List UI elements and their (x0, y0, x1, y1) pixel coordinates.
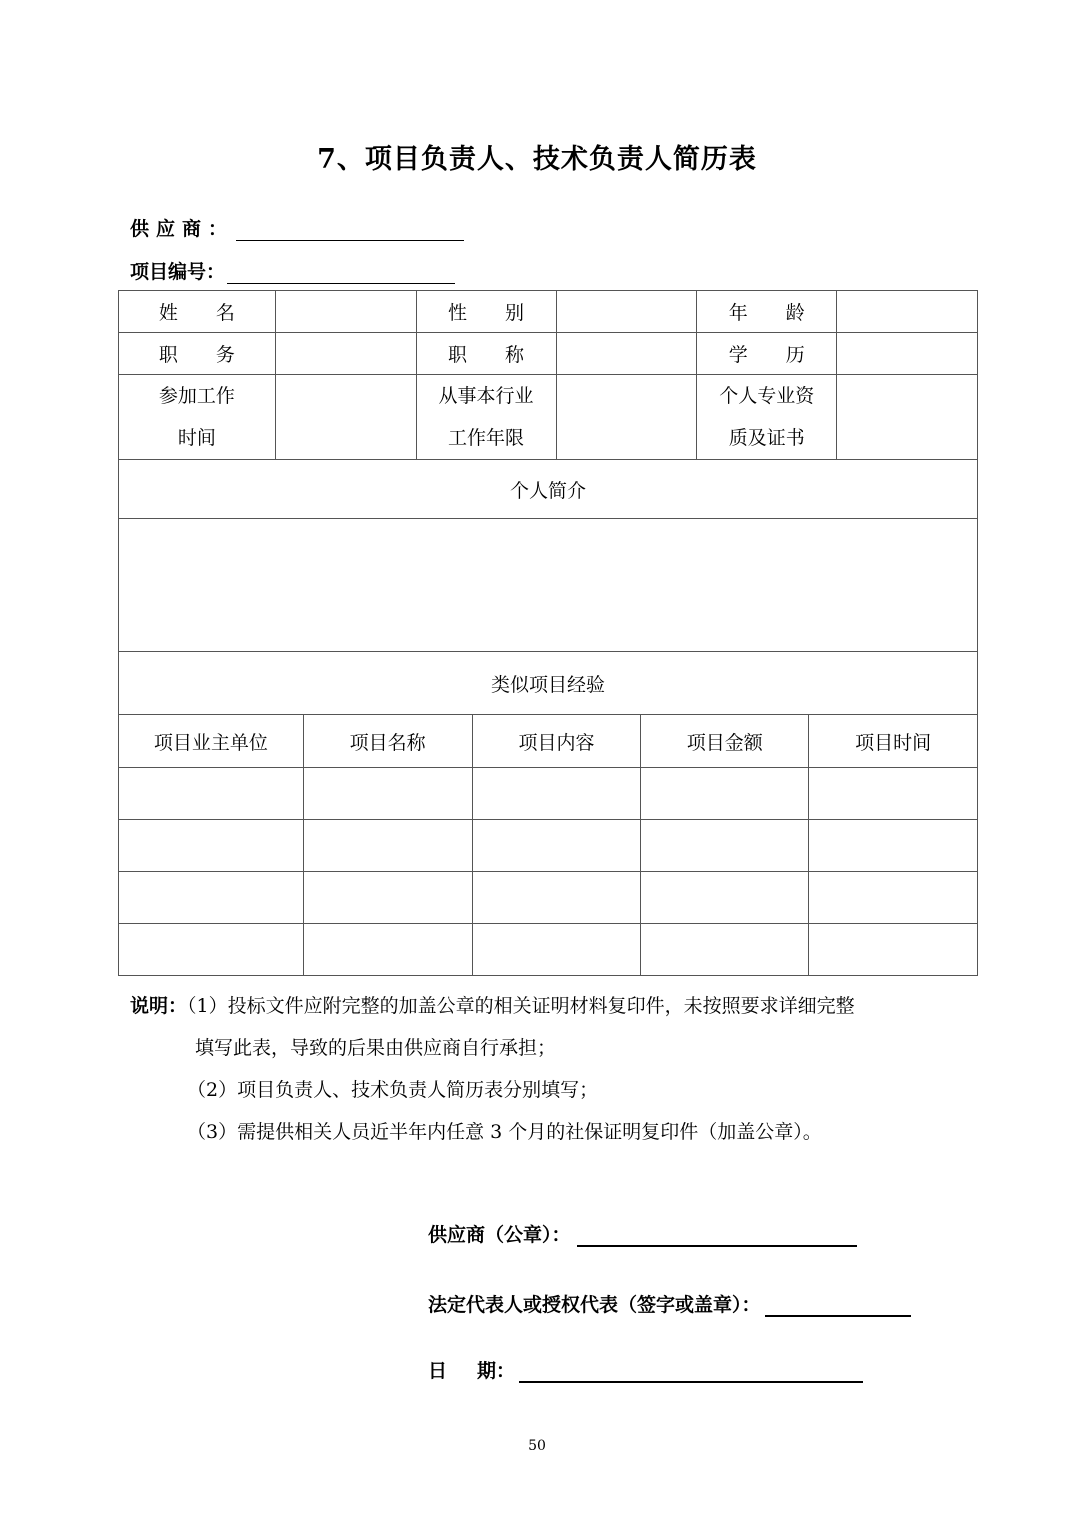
table-cell[interactable] (472, 768, 641, 820)
date-line[interactable] (519, 1361, 863, 1383)
position-cell[interactable] (275, 333, 416, 375)
supplier-label: 供应商： (130, 218, 235, 240)
header-project-amount: 项目金额 (641, 715, 809, 768)
table-cell[interactable] (303, 924, 472, 976)
work-start-label-line2: 时间 (177, 427, 216, 449)
project-number-field (130, 257, 455, 284)
table-cell[interactable] (809, 872, 978, 924)
gender-label: 性 别 (416, 291, 556, 333)
table-cell[interactable] (303, 872, 472, 924)
header-project-content: 项目内容 (472, 715, 641, 768)
table-cell[interactable] (119, 768, 304, 820)
note-item-1: （1）投标文件应附完整的加盖公章的相关证明材料复印件，未按照要求详细完整 (187, 995, 855, 1017)
supplier-input-line[interactable] (236, 220, 464, 241)
supplier-seal-field (428, 1220, 857, 1247)
table-cell[interactable] (809, 924, 978, 976)
education-label: 学 历 (697, 333, 837, 375)
supplier-seal-line[interactable] (577, 1225, 857, 1247)
supplier-field (130, 214, 464, 241)
qualification-cell[interactable] (837, 375, 978, 460)
notes-section (130, 985, 855, 1153)
legal-rep-line[interactable] (765, 1295, 911, 1317)
table-cell[interactable] (472, 924, 641, 976)
education-cell[interactable] (837, 333, 978, 375)
notes-label: 说明： (130, 995, 188, 1017)
industry-years-cell[interactable] (556, 375, 697, 460)
gender-cell[interactable] (556, 291, 697, 333)
personal-info-table (118, 290, 978, 715)
table-cell[interactable] (303, 820, 472, 872)
industry-years-label-line2: 工作年限 (448, 427, 525, 449)
table-cell[interactable] (641, 872, 809, 924)
table-row (119, 768, 978, 820)
qualification-label-line1: 个人专业资 (719, 385, 815, 407)
note-item-2: （2）项目负责人、技术负责人简历表分别填写； (187, 1079, 599, 1101)
table-cell[interactable] (303, 768, 472, 820)
work-start-label (119, 375, 276, 460)
date-label-part2: 期： (477, 1360, 516, 1382)
work-start-cell[interactable] (275, 375, 416, 460)
name-cell[interactable] (275, 291, 416, 333)
table-cell[interactable] (472, 820, 641, 872)
experience-table (118, 714, 978, 976)
page-number: 50 (528, 1438, 546, 1454)
age-label: 年 龄 (697, 291, 837, 333)
table-row (119, 924, 978, 976)
legal-rep-label: 法定代表人或授权代表（签字或盖章）： (428, 1294, 761, 1316)
table-cell[interactable] (472, 872, 641, 924)
note-item-3: （3）需提供相关人员近半年内任意 3 个月的社保证明复印件（加盖公章）。 (187, 1121, 822, 1143)
table-cell[interactable] (119, 924, 304, 976)
date-label-part1: 日 (428, 1360, 478, 1382)
header-project-time: 项目时间 (809, 715, 978, 768)
position-label: 职 务 (119, 333, 276, 375)
project-number-label: 项目编号： (130, 261, 226, 283)
header-owner-unit: 项目业主单位 (119, 715, 304, 768)
table-cell[interactable] (809, 768, 978, 820)
table-cell[interactable] (641, 768, 809, 820)
title-label: 职 称 (416, 333, 556, 375)
title-cell[interactable] (556, 333, 697, 375)
qualification-label-line2: 质及证书 (728, 427, 805, 449)
qualification-label (697, 375, 837, 460)
table-cell[interactable] (119, 872, 304, 924)
industry-years-label-line1: 从事本行业 (438, 385, 534, 407)
experience-header: 类似项目经验 (119, 652, 978, 715)
note-item-1-continued: 填写此表，导致的后果由供应商自行承担； (195, 1037, 557, 1059)
table-cell[interactable] (119, 820, 304, 872)
table-cell[interactable] (641, 924, 809, 976)
intro-content-cell[interactable] (119, 519, 978, 652)
intro-header: 个人简介 (119, 460, 978, 519)
legal-rep-field (428, 1290, 911, 1317)
note-line-1 (130, 985, 855, 1027)
header-project-name: 项目名称 (303, 715, 472, 768)
work-start-label-line1: 参加工作 (158, 385, 235, 407)
project-number-input-line[interactable] (227, 263, 455, 284)
page-title: 7、项目负责人、技术负责人简历表 (317, 144, 757, 175)
table-cell[interactable] (809, 820, 978, 872)
industry-years-label (416, 375, 556, 460)
date-field (428, 1356, 863, 1383)
table-row (119, 872, 978, 924)
table-row (119, 820, 978, 872)
age-cell[interactable] (837, 291, 978, 333)
name-label: 姓 名 (119, 291, 276, 333)
table-cell[interactable] (641, 820, 809, 872)
supplier-seal-label: 供应商（公章）： (428, 1224, 571, 1246)
